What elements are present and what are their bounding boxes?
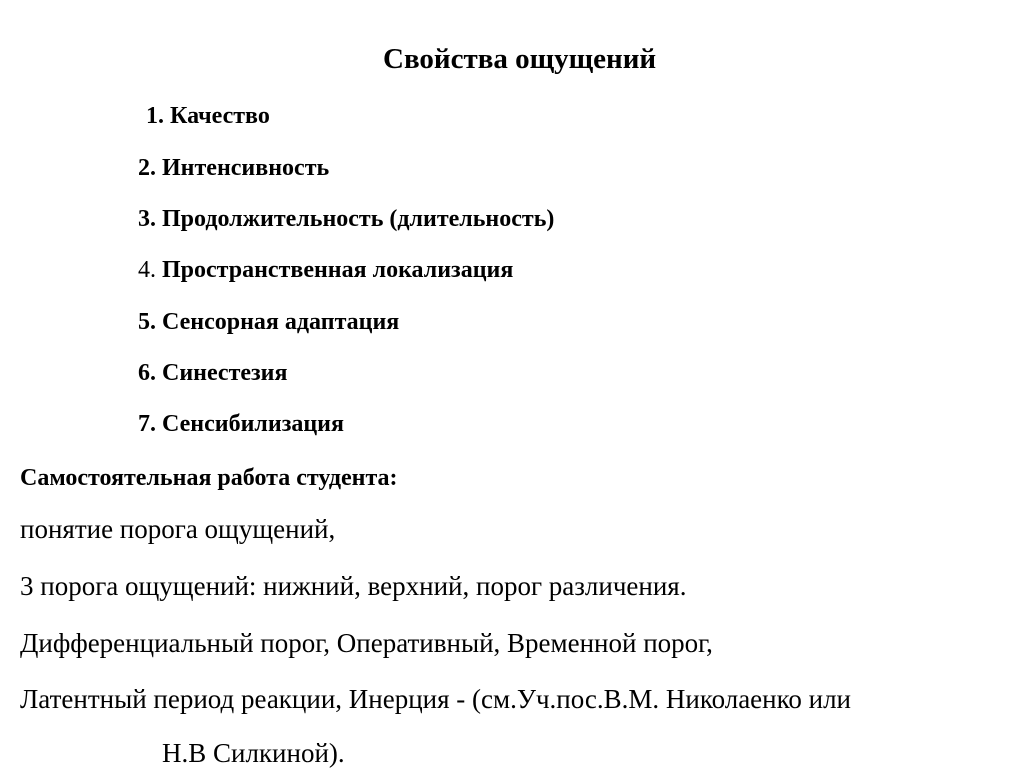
- property-label: Интенсивность: [162, 155, 330, 181]
- self-work-line-5: Н.В Силкиной).: [162, 738, 345, 768]
- property-label: Сенсибилизация: [162, 411, 344, 437]
- property-item-1: [146, 104, 270, 128]
- self-work-line-1: понятие порога ощущений,: [20, 514, 336, 544]
- property-item-4: [138, 258, 513, 282]
- property-item-7: [138, 412, 344, 436]
- property-label: Пространственная локализация: [162, 257, 514, 283]
- property-item-2: [138, 156, 329, 180]
- property-number: 2.: [138, 155, 156, 181]
- property-number: 3.: [138, 206, 156, 232]
- property-number: 1.: [146, 103, 164, 129]
- self-work-line-2: 3 порога ощущений: нижний, верхний, порог различения.: [20, 571, 687, 601]
- self-work-line-3: Дифференциальный порог, Оперативный, Временной порог,: [20, 628, 713, 658]
- self-work-heading: Самостоятельная работа студента:: [20, 465, 398, 491]
- property-label: Качество: [170, 103, 270, 129]
- property-label: Сенсорная адаптация: [162, 309, 400, 335]
- property-item-3: [138, 207, 554, 231]
- property-number: 4.: [138, 257, 156, 283]
- property-label: Синестезия: [162, 360, 288, 386]
- property-number: 6.: [138, 360, 156, 386]
- self-work-line-4: Латентный период реакции, Инерция - (см.Уч.пос.В.М. Николаенко или: [20, 684, 851, 714]
- property-item-6: [138, 361, 287, 385]
- property-label: Продолжительность (длительность): [162, 206, 555, 232]
- property-number: 7.: [138, 411, 156, 437]
- property-number: 5.: [138, 309, 156, 335]
- property-item-5: [138, 310, 399, 334]
- slide-title: Свойства ощущений: [383, 43, 657, 75]
